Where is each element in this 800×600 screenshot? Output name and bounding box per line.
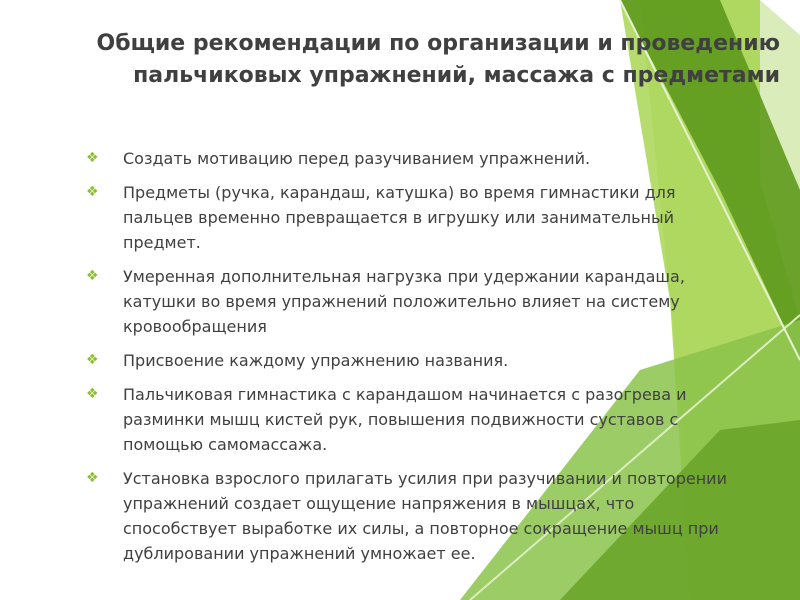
list-item-text: Установка взрослого прилагать усилия при разучивании и повторении упражнений создает ощущение напряжения в мышцах, что способствует выработке их силы, а повторное сокращение мышц при дублировании упражнений умножает ее. xyxy=(123,469,727,563)
list-item xyxy=(86,348,766,373)
list-item xyxy=(86,466,766,566)
list-item xyxy=(86,146,766,171)
list-item-text: Предметы (ручка, карандаш, катушка) во время гимнастики для пальцев временно превращается в игрушку или занимательный предмет. xyxy=(123,183,676,252)
title-line: пальчиковых упражнений, массажа с предметами xyxy=(133,63,780,88)
diamond-bullet-icon: ❖ xyxy=(86,352,99,368)
diamond-bullet-icon: ❖ xyxy=(86,470,99,486)
list-item xyxy=(86,264,766,339)
list-item-text: Создать мотивацию перед разучиванием упражнений. xyxy=(123,149,591,168)
diamond-bullet-icon: ❖ xyxy=(86,184,99,200)
diamond-bullet-icon: ❖ xyxy=(86,150,99,166)
list-item-text: Умеренная дополнительная нагрузка при удержании карандаша, катушки во время упражнений положительно влияет на систему кровообращения xyxy=(123,267,685,336)
list-item-text: Присвоение каждому упражнению названия. xyxy=(123,351,509,370)
slide-title xyxy=(20,28,780,92)
list-item xyxy=(86,180,766,255)
list-item-text: Пальчиковая гимнастика с карандашом начинается с разогрева и разминки мышц кистей рук, повышения подвижности суставов с помощью самомассажа. xyxy=(123,385,687,454)
diamond-bullet-icon: ❖ xyxy=(86,268,99,284)
recommendations-list xyxy=(86,146,766,566)
list-item xyxy=(86,382,766,457)
title-line: Общие рекомендации по организации и проведению xyxy=(96,31,780,56)
diamond-bullet-icon: ❖ xyxy=(86,386,99,402)
